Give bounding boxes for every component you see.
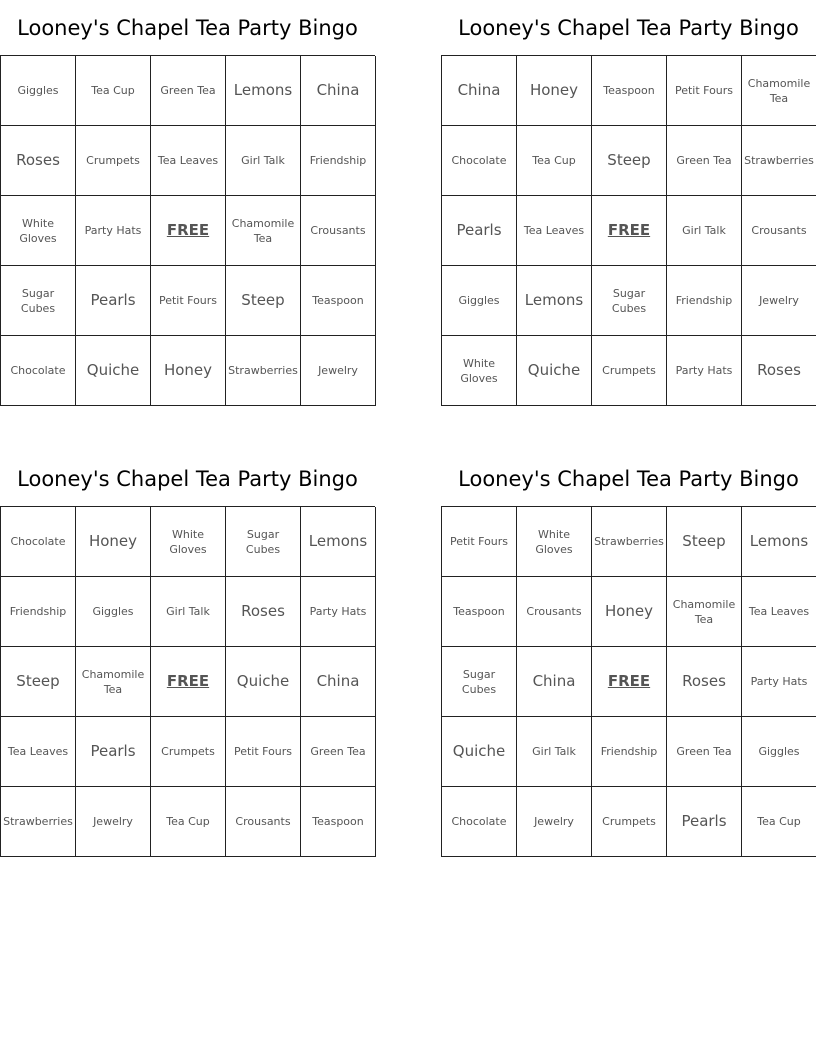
bingo-cell: Green Tea [301, 717, 376, 787]
bingo-cell: Crumpets [151, 717, 226, 787]
bingo-cell: Teaspoon [301, 266, 376, 336]
bingo-cell: Honey [76, 507, 151, 577]
bingo-cell: China [517, 647, 592, 717]
bingo-cell: Chocolate [442, 126, 517, 196]
bingo-cell: Jewelry [517, 787, 592, 857]
bingo-cell: Party Hats [301, 577, 376, 647]
bingo-cell: Strawberries [1, 787, 76, 857]
bingo-cell: Jewelry [742, 266, 816, 336]
bingo-cell: Teaspoon [301, 787, 376, 857]
bingo-cell: Crousants [517, 577, 592, 647]
bingo-cell: Petit Fours [151, 266, 226, 336]
bingo-cell: Steep [667, 507, 742, 577]
bingo-cell: Crumpets [592, 336, 667, 406]
bingo-cell: Jewelry [301, 336, 376, 406]
bingo-cell: Quiche [517, 336, 592, 406]
bingo-cell: Roses [1, 126, 76, 196]
bingo-cell: Tea Leaves [742, 577, 816, 647]
bingo-cell: Teaspoon [592, 56, 667, 126]
card-title: Looney's Chapel Tea Party Bingo [17, 16, 358, 40]
bingo-cell: Petit Fours [667, 56, 742, 126]
bingo-cell: Crumpets [592, 787, 667, 857]
bingo-cell: Quiche [76, 336, 151, 406]
bingo-cell: Honey [592, 577, 667, 647]
bingo-cell: Tea Cup [76, 56, 151, 126]
bingo-cell: Sugar Cubes [592, 266, 667, 336]
card-title: Looney's Chapel Tea Party Bingo [458, 16, 799, 40]
bingo-cell: Lemons [301, 507, 376, 577]
bingo-cell: Teaspoon [442, 577, 517, 647]
bingo-cell: Steep [1, 647, 76, 717]
bingo-grid [0, 506, 375, 857]
bingo-card-2 [441, 0, 816, 385]
bingo-cell: Chocolate [442, 787, 517, 857]
bingo-cell: Honey [517, 56, 592, 126]
bingo-cell: Tea Cup [742, 787, 816, 857]
bingo-cell: Girl Talk [667, 196, 742, 266]
bingo-cell: Party Hats [667, 336, 742, 406]
bingo-grid [0, 55, 375, 406]
bingo-cell: White Gloves [151, 507, 226, 577]
bingo-cell: Tea Leaves [517, 196, 592, 266]
bingo-cell: Roses [667, 647, 742, 717]
bingo-cell: Strawberries [226, 336, 301, 406]
bingo-cell: Steep [592, 126, 667, 196]
card-title: Looney's Chapel Tea Party Bingo [17, 467, 358, 491]
bingo-cell: Giggles [1, 56, 76, 126]
bingo-cell: Pearls [76, 266, 151, 336]
bingo-cell: Petit Fours [442, 507, 517, 577]
card-title: Looney's Chapel Tea Party Bingo [458, 467, 799, 491]
bingo-cell: Tea Leaves [151, 126, 226, 196]
bingo-cell: Roses [742, 336, 816, 406]
bingo-cell: Pearls [667, 787, 742, 857]
bingo-cell: Chamomile Tea [76, 647, 151, 717]
bingo-cell: Lemons [742, 507, 816, 577]
bingo-cell: Lemons [517, 266, 592, 336]
bingo-cell: Steep [226, 266, 301, 336]
bingo-cell: Tea Leaves [1, 717, 76, 787]
bingo-card-1 [0, 0, 375, 379]
bingo-cell: White Gloves [517, 507, 592, 577]
bingo-cell: Strawberries [742, 126, 816, 196]
bingo-cell: White Gloves [442, 336, 517, 406]
bingo-cell: Chocolate [1, 336, 76, 406]
bingo-cell: Crousants [742, 196, 816, 266]
bingo-cell: Pearls [76, 717, 151, 787]
bingo-cell: Crousants [226, 787, 301, 857]
bingo-cell: Honey [151, 336, 226, 406]
bingo-cell: Green Tea [151, 56, 226, 126]
bingo-cell: Girl Talk [517, 717, 592, 787]
bingo-cell: Friendship [667, 266, 742, 336]
bingo-cell: China [442, 56, 517, 126]
bingo-cell: Tea Cup [151, 787, 226, 857]
bingo-cell: Giggles [76, 577, 151, 647]
bingo-cell: Friendship [301, 126, 376, 196]
bingo-card-3 [0, 451, 375, 828]
bingo-cell: Friendship [592, 717, 667, 787]
bingo-cell: Chamomile Tea [667, 577, 742, 647]
bingo-cell: China [301, 56, 376, 126]
bingo-cell: Quiche [226, 647, 301, 717]
bingo-cell: Sugar Cubes [1, 266, 76, 336]
bingo-cell: Tea Cup [517, 126, 592, 196]
bingo-cell: Chamomile Tea [226, 196, 301, 266]
bingo-cell: Giggles [742, 717, 816, 787]
bingo-grid [441, 55, 816, 406]
bingo-cell: Green Tea [667, 717, 742, 787]
bingo-cell: Quiche [442, 717, 517, 787]
bingo-cell: Petit Fours [226, 717, 301, 787]
bingo-cell: Sugar Cubes [226, 507, 301, 577]
bingo-cell: Pearls [442, 196, 517, 266]
bingo-cell: Chamomile Tea [742, 56, 816, 126]
bingo-card-4 [441, 451, 816, 830]
free-cell: FREE [592, 196, 667, 266]
free-cell: FREE [592, 647, 667, 717]
bingo-cell: Friendship [1, 577, 76, 647]
bingo-cell: Crumpets [76, 126, 151, 196]
free-cell: FREE [151, 647, 226, 717]
bingo-cell: Roses [226, 577, 301, 647]
bingo-cell: Crousants [301, 196, 376, 266]
bingo-cell: Chocolate [1, 507, 76, 577]
bingo-cell: Green Tea [667, 126, 742, 196]
bingo-grid [441, 506, 816, 857]
bingo-cell: Girl Talk [151, 577, 226, 647]
bingo-cell: Strawberries [592, 507, 667, 577]
bingo-cell: Sugar Cubes [442, 647, 517, 717]
bingo-cell: Party Hats [76, 196, 151, 266]
bingo-cell: Giggles [442, 266, 517, 336]
bingo-cell: Girl Talk [226, 126, 301, 196]
free-cell: FREE [151, 196, 226, 266]
bingo-cell: Lemons [226, 56, 301, 126]
bingo-cell: Party Hats [742, 647, 816, 717]
bingo-cell: China [301, 647, 376, 717]
bingo-cell: Jewelry [76, 787, 151, 857]
bingo-cell: White Gloves [1, 196, 76, 266]
